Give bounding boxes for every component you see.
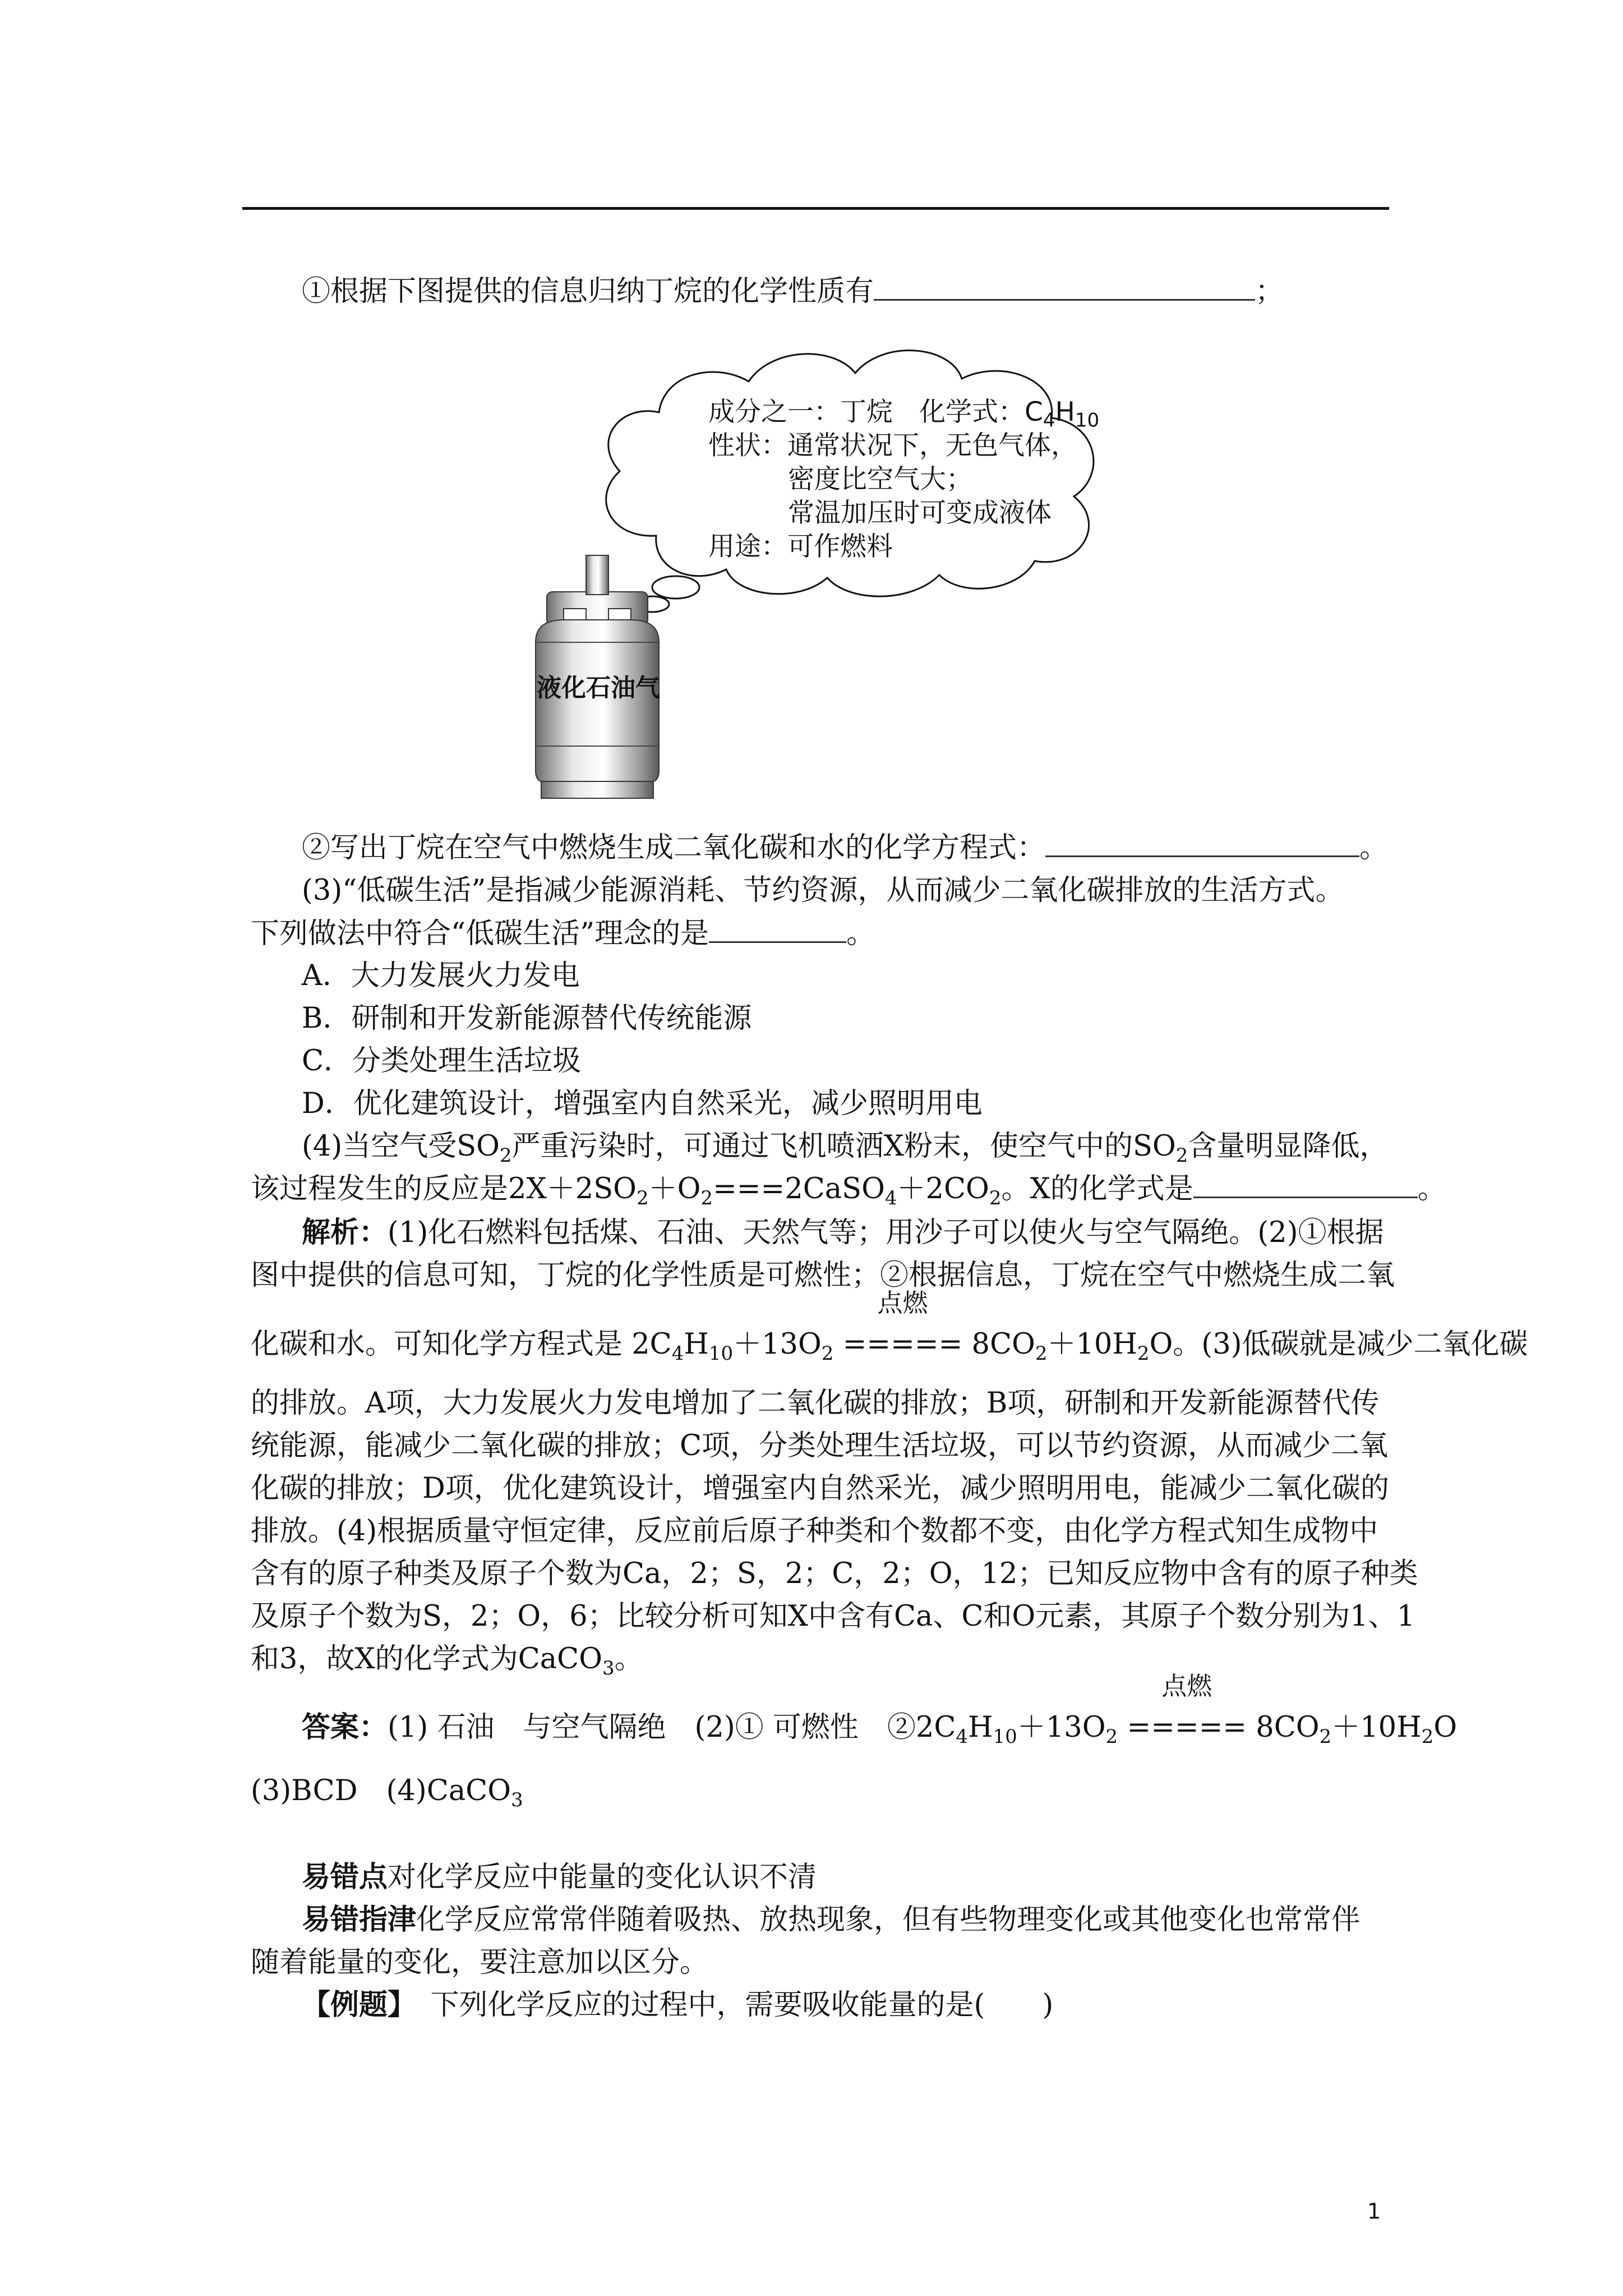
analysis-line-4: 的排放。A项，大力发展火力发电增加了二氧化碳的排放；B项，研制和开发新能源替代传: [251, 1387, 1380, 1420]
error-guide-line-2: 随着能量的变化，要注意加以区分。: [251, 1946, 709, 1979]
page-number: 1: [1367, 2199, 1381, 2224]
analysis-line-5: 统能源，能减少二氧化碳的排放；C项，分类处理生活垃圾，可以节约资源，从而减少二氧: [251, 1429, 1389, 1462]
analysis-line-6: 化碳的排放；D项，优化建筑设计，增强室内自然采光，减少照明用电，能减少二氧化碳的: [251, 1472, 1389, 1505]
reaction-condition: 点燃 =====: [1127, 1671, 1247, 1744]
answer-blank[interactable]: [709, 915, 846, 943]
cloud-bubble: [652, 576, 699, 599]
answer-line-1: 答案：(1) 石油 与空气隔绝 (2)① 可燃性 $②2C_4H_{10}+13O_2$ 点燃 ===== $8CO_2+10H_2O$: [302, 1671, 1458, 1749]
lpg-figure: [524, 328, 1175, 811]
option-c: C．分类处理生活垃圾: [302, 1045, 582, 1078]
example-question: 【例题】 下列化学反应的过程中，需要吸收能量的是( ): [302, 1989, 1054, 2022]
answer-line-2: (3)BCD (4)CaCO$_3$: [251, 1774, 523, 1812]
answer-label: 答案：: [302, 1711, 388, 1744]
analysis-line-10: 和3，故X的化学式为CaCO$_3$。: [251, 1642, 643, 1680]
tank-label: 液化石油气: [537, 674, 660, 702]
question-4-line-1: (4)当空气受$SO_2$严重污染时，可通过飞机喷洒X粉末，使空气中的$SO_2$含量明显降低，: [302, 1130, 1389, 1167]
use-line: 用途：可作燃料: [708, 531, 893, 562]
option-a: A．大力发展火力发电: [302, 959, 580, 992]
question-3-line-1: (3)“低碳生活”是指减少能源消耗、节约资源，从而减少二氧化碳排放的生活方式。: [302, 874, 1344, 907]
example-label: 【例题】: [302, 1989, 402, 2022]
punct: 。: [1359, 831, 1389, 864]
question-text: ①根据下图提供的信息归纳丁烷的化学性质有: [302, 275, 874, 308]
error-point-label: 易错点: [302, 1861, 388, 1894]
question-4-line-2: 该过程发生的反应是$2X+2SO_2+O_2===2CaSO_4+2CO_2$。X的化学式是 。: [251, 1170, 1446, 1218]
component-line: 成分之一：丁烷 化学式：$C_4H_{10}$: [708, 397, 1100, 432]
answer-blank[interactable]: [1045, 830, 1359, 857]
punct: 。: [846, 917, 875, 950]
answer-blank[interactable]: [874, 273, 1255, 301]
analysis-line-1: 解析：(1)化石燃料包括煤、石油、天然气等；用沙子可以使火与空气隔绝。(2)①根据: [302, 1216, 1384, 1249]
reaction-condition: 点燃 =====: [842, 1288, 963, 1361]
analysis-line-9: 及原子个数为S，2；O，6；比较分析可知X中含有Ca、C和O元素，其原子个数分别为1、1: [251, 1600, 1415, 1633]
error-point: 易错点对化学反应中能量的变化认识不清: [302, 1861, 817, 1894]
property-line-3: 常温加压时可变成液体: [788, 498, 1052, 528]
answer-blank[interactable]: [1193, 1171, 1418, 1198]
option-d: D．优化建筑设计，增强室内自然采光，减少照明用电: [302, 1087, 983, 1120]
analysis-line-7: 排放。(4)根据质量守恒定律，反应前后原子种类和个数都不变，由化学方程式知生成物中: [251, 1515, 1378, 1548]
punct: ；: [1255, 275, 1284, 308]
question-2-2: [302, 829, 1388, 868]
analysis-line-2: 图中提供的信息可知，丁烷的化学性质是可燃性；②根据信息，丁烷在空气中燃烧生成二氧: [251, 1259, 1395, 1292]
question-text: 下列做法中符合“低碳生活”理念的是: [251, 917, 709, 950]
header-rule: [242, 207, 1389, 210]
option-b: B．研制和开发新能源替代传统能源: [302, 1002, 752, 1035]
question-3-line-2: [251, 914, 875, 954]
analysis-label: 解析：: [302, 1216, 388, 1249]
question-2-1: [302, 272, 1284, 311]
question-text: ②写出丁烷在空气中燃烧生成二氧化碳和水的化学方程式：: [302, 831, 1046, 864]
analysis-line-8: 含有的原子种类及原子个数为Ca，2；S，2；C，2；O，12；已知反应物中含有的原子种类: [251, 1557, 1418, 1590]
property-line-1: 性状：通常状况下，无色气体，: [708, 430, 1077, 461]
error-guide-line-1: 易错指津化学反应常常伴随着吸热、放热现象，但有些物理变化或其他变化也常常伴: [302, 1903, 1361, 1936]
error-guide-label: 易错指津: [302, 1903, 417, 1936]
property-line-2: 密度比空气大；: [788, 464, 972, 495]
analysis-line-3: 化碳和水。可知化学方程式是 $2C_4H_{10}+13O_2$ 点燃 ===== $8CO_2+10H_2O$。(3)低碳就是减少二氧化碳: [251, 1288, 1528, 1365]
